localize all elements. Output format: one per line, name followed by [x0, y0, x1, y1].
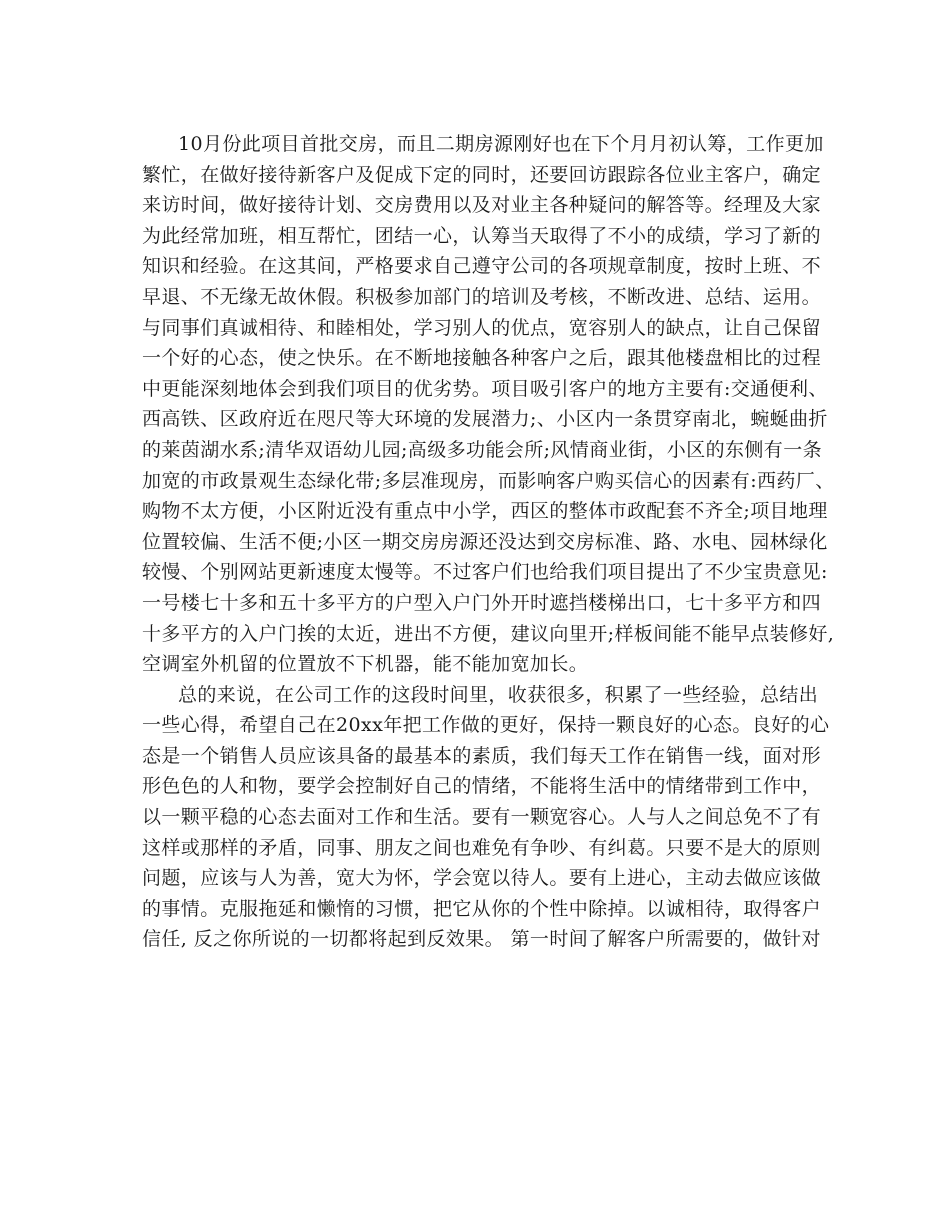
text-line: 早退、不无缘无故休假。积极参加部门的培训及考核，不断改进、总结、运用。 [142, 285, 822, 308]
text-line: 与同事们真诚相待、和睦相处，学习别人的优点，宽容别人的缺点，让自己保留 [142, 316, 822, 339]
text-line: 问题，应该与人为善，宽大为怀，学会宽以待人。要有上进心，主动去做应该做 [142, 867, 822, 890]
text-line: 的莱茵湖水系;清华双语幼儿园;高级多功能会所;风情商业街，小区的东侧有一条 [142, 438, 823, 461]
text-line: 十多平方的入户门挨的太近，进出不方便，建议向里开;样板间能不能早点装修好, [142, 622, 835, 645]
text-line: 来访时间，做好接待计划、交房费用以及对业主各种疑问的解答等。经理及大家 [142, 194, 822, 217]
text-line: 一号楼七十多和五十多平方的户型入户门外开时遮挡楼梯出口，七十多平方和四 [142, 591, 822, 614]
text-line: 的事情。克服拖延和懒惰的习惯，把它从你的个性中除掉。以诚相待，取得客户 [142, 897, 822, 920]
text-line: 信任, 反之你所说的一切都将起到反效果。 第一时间了解客户所需要的，做针对 [142, 928, 821, 951]
text-line: 较慢、个别网站更新速度太慢等。不过客户们也给我们项目提出了不少宝贵意见: [142, 561, 828, 584]
text-line: 中更能深刻地体会到我们项目的优劣势。项目吸引客户的地方主要有:交通便利、 [142, 377, 828, 400]
text-line: 位置较偏、生活不便;小区一期交房房源还没达到交房标准、路、水电、园林绿化 [142, 530, 828, 553]
text-line: 空调室外机留的位置放不下机器，能不能加宽加长。 [142, 653, 589, 676]
text-line: 这样或那样的矛盾，同事、朋友之间也难免有争吵、有纠葛。只要不是大的原则 [142, 836, 822, 859]
text-line: 形色色的人和物，要学会控制好自己的情绪，不能将生活中的情绪带到工作中， [142, 775, 822, 798]
text-line: 繁忙，在做好接待新客户及促成下定的同时，还要回访跟踪各位业主客户，确定 [142, 163, 822, 186]
body-text [142, 129, 835, 955]
text-line: 10月份此项目首批交房，而且二期房源刚好也在下个月月初认筹，工作更加 [178, 133, 824, 155]
text-line: 加宽的市政景观生态绿化带;多层准现房，而影响客户购买信心的因素有:西药厂、 [142, 469, 835, 492]
text-line: 以一颗平稳的心态去面对工作和生活。要有一颗宽容心。人与人之间总免不了有 [142, 806, 822, 829]
text-line: 态是一个销售人员应该具备的最基本的素质，我们每天工作在销售一线，面对形 [142, 744, 822, 767]
text-line: 一个好的心态，使之快乐。在不断地接触各种客户之后，跟其他楼盘相比的过程 [142, 347, 822, 370]
text-line: 总的来说，在公司工作的这段时间里，收获很多，积累了一些经验，总结出 [178, 683, 819, 706]
text-line: 西高铁、区政府近在咫尺等大环境的发展潜力;、小区内一条贯穿南北，蜿蜒曲折 [142, 408, 828, 431]
text-line: 一些心得，希望自己在20xx年把工作做的更好，保持一颗良好的心态。良好的心 [142, 714, 830, 737]
text-line: 购物不太方便，小区附近没有重点中小学，西区的整体市政配套不齐全;项目地理 [142, 500, 828, 523]
text-line: 为此经常加班，相互帮忙，团结一心，认筹当天取得了不小的成绩，学习了新的 [142, 224, 822, 247]
text-line: 知识和经验。在这其间，严格要求自己遵守公司的各项规章制度，按时上班、不 [142, 255, 822, 278]
